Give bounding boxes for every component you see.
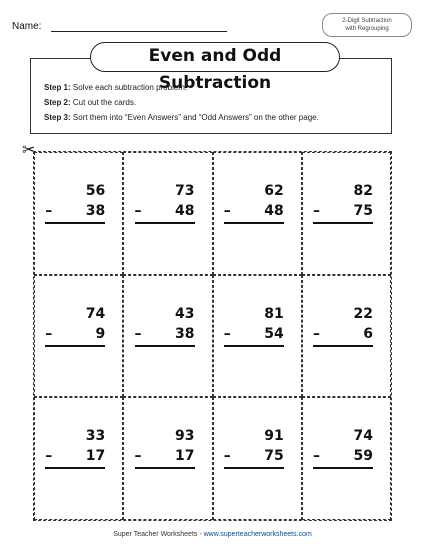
answer-line <box>135 467 195 469</box>
topic-badge <box>322 13 412 37</box>
answer-line <box>224 345 284 347</box>
minus-sign: – <box>45 448 53 465</box>
step-3 <box>44 110 319 125</box>
problem-card[interactable] <box>213 275 302 398</box>
minus-sign: – <box>313 203 320 219</box>
problem-card[interactable] <box>34 152 123 275</box>
subtrahend-row <box>313 326 373 342</box>
minus-sign: – <box>223 448 231 465</box>
subtrahend: 38 <box>85 203 106 219</box>
subtrahend-row <box>224 326 284 342</box>
subtrahend: 17 <box>85 448 106 465</box>
subtraction-problem <box>313 306 373 347</box>
name-label: Name: <box>12 21 42 32</box>
step-label: Step 3: <box>44 113 71 122</box>
minuend: 74 <box>353 428 373 445</box>
subtraction-problem <box>224 428 284 469</box>
subtraction-problem <box>45 183 105 224</box>
answer-line <box>224 467 284 469</box>
name-line[interactable] <box>51 21 227 32</box>
subtraction-problem <box>135 306 195 347</box>
subtrahend-row <box>313 203 373 219</box>
subtrahend: 75 <box>264 448 284 465</box>
footer <box>0 531 425 538</box>
scissors-icon: ✂ <box>22 142 36 159</box>
subtraction-problem <box>45 306 105 347</box>
step-text: Sort them into “Even Answers” and “Odd Answers” on the other page. <box>72 113 319 122</box>
minus-sign: – <box>313 325 320 342</box>
subtrahend: 75 <box>353 203 373 219</box>
subtrahend-row <box>224 203 284 219</box>
subtrahend-row <box>45 203 105 219</box>
minuend: 74 <box>85 305 106 322</box>
subtrahend-row <box>45 326 105 342</box>
answer-line <box>224 222 284 224</box>
step-text: Cut out the cards. <box>72 98 137 107</box>
subtrahend: 38 <box>175 325 195 342</box>
minuend: 43 <box>175 305 195 322</box>
subtraction-problem <box>224 183 284 224</box>
minuend: 82 <box>353 183 373 199</box>
subtraction-problem <box>45 428 105 469</box>
step-2 <box>44 95 319 110</box>
subtraction-problem <box>313 428 373 469</box>
subtraction-problem <box>135 428 195 469</box>
problem-card[interactable] <box>302 275 391 398</box>
topic-line-1: 2-Digit Subtraction <box>342 18 392 24</box>
problem-card[interactable] <box>302 397 391 520</box>
minuend: 56 <box>85 183 106 199</box>
minus-sign: – <box>45 203 53 219</box>
footer-text: Super Teacher Worksheets - <box>113 531 204 538</box>
subtrahend-row <box>135 203 195 219</box>
answer-line <box>45 345 105 347</box>
subtrahend: 17 <box>175 448 195 465</box>
step-label: Step 1: <box>44 83 71 92</box>
subtrahend: 54 <box>264 325 284 342</box>
problem-card[interactable] <box>123 397 212 520</box>
cut-card-grid <box>33 151 392 521</box>
step-text: Solve each subtraction problem. <box>72 83 188 92</box>
subtrahend-row <box>45 448 105 464</box>
minus-sign: – <box>313 448 320 465</box>
subtrahend: 59 <box>353 448 373 465</box>
topic-line-2: with Regrouping <box>345 26 389 32</box>
answer-line <box>135 345 195 347</box>
minuend: 22 <box>353 305 373 322</box>
subtraction-problem <box>135 183 195 224</box>
answer-line <box>313 345 373 347</box>
answer-line <box>135 222 195 224</box>
minus-sign: – <box>45 325 53 342</box>
answer-line <box>45 222 105 224</box>
name-field <box>12 21 227 32</box>
minuend: 73 <box>175 183 195 199</box>
minus-sign: – <box>223 325 231 342</box>
subtrahend-row <box>224 448 284 464</box>
subtrahend: 48 <box>175 203 195 219</box>
minuend: 91 <box>264 428 284 445</box>
minus-sign: – <box>134 448 142 465</box>
instructions <box>44 80 319 125</box>
problem-card[interactable] <box>123 275 212 398</box>
problem-card[interactable] <box>34 397 123 520</box>
step-1 <box>44 80 319 95</box>
step-label: Step 2: <box>44 98 71 107</box>
subtrahend: 9 <box>95 325 106 342</box>
problem-card[interactable] <box>213 397 302 520</box>
subtrahend: 48 <box>264 203 284 219</box>
problem-card[interactable] <box>213 152 302 275</box>
answer-line <box>45 467 105 469</box>
problem-card[interactable] <box>302 152 391 275</box>
subtraction-problem <box>313 183 373 224</box>
minuend: 93 <box>175 428 195 445</box>
subtrahend-row <box>135 326 195 342</box>
footer-link[interactable]: www.superteacherworksheets.com <box>203 531 312 538</box>
problem-card[interactable] <box>34 275 123 398</box>
subtrahend-row <box>135 448 195 464</box>
subtrahend: 6 <box>363 325 373 342</box>
problem-card[interactable] <box>123 152 212 275</box>
answer-line <box>313 467 373 469</box>
subtrahend-row <box>313 448 373 464</box>
subtraction-problem <box>224 306 284 347</box>
minuend: 62 <box>264 183 284 199</box>
answer-line <box>313 222 373 224</box>
minuend: 33 <box>85 428 106 445</box>
page-title: Even and Odd Subtraction <box>90 42 340 72</box>
minus-sign: – <box>134 203 142 219</box>
minus-sign: – <box>134 325 142 342</box>
minus-sign: – <box>223 203 231 219</box>
minuend: 81 <box>264 305 284 322</box>
